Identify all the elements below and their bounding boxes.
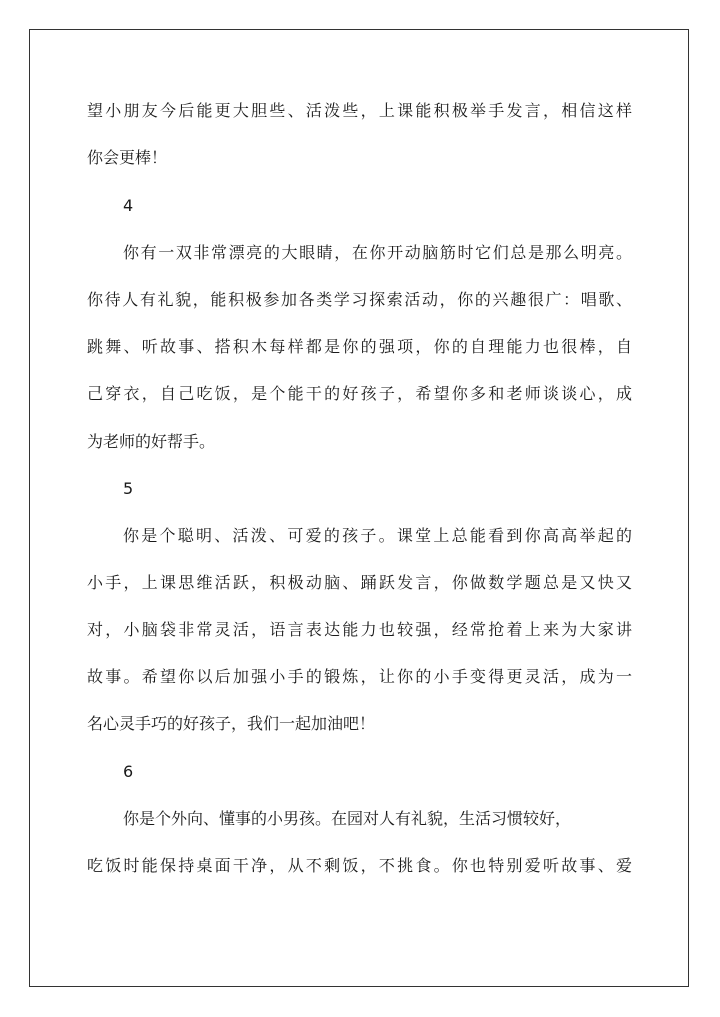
text-line: 故事。希望你以后加强小手的锻炼，让你的小手变得更灵活，成为一 <box>87 667 632 686</box>
text-line: 为老师的好帮手。 <box>87 432 216 451</box>
text-line: 你是个外向、懂事的小男孩。在园对人有礼貌，生活习惯较好， <box>123 809 572 828</box>
text-line: 己穿衣，自己吃饭，是个能干的好孩子，希望你多和老师谈谈心，成 <box>87 384 632 403</box>
item-number: 5 <box>123 479 134 498</box>
item-number: 4 <box>123 196 134 215</box>
text-line: 跳舞、听故事、搭积木每样都是你的强项，你的自理能力也很棒，自 <box>87 337 632 356</box>
page-frame <box>29 29 689 987</box>
text-line: 对，小脑袋非常灵活，语言表达能力也较强，经常抢着上来为大家讲 <box>87 620 632 639</box>
text-line: 小手，上课思维活跃，积极动脑、踊跃发言，你做数学题总是又快又 <box>87 573 632 592</box>
text-line: 你是个聪明、活泼、可爱的孩子。课堂上总能看到你高高举起的 <box>123 526 632 545</box>
text-line: 你待人有礼貌，能积极参加各类学习探索活动，你的兴趣很广：唱歌、 <box>87 290 632 309</box>
item-number: 6 <box>123 762 134 781</box>
text-line: 望小朋友今后能更大胆些、活泼些，上课能积极举手发言，相信这样 <box>87 101 632 120</box>
text-line: 你会更棒！ <box>87 148 168 167</box>
text-line: 名心灵手巧的好孩子，我们一起加油吧！ <box>87 714 376 733</box>
text-line: 吃饭时能保持桌面干净，从不剩饭，不挑食。你也特别爱听故事、爱 <box>87 856 632 875</box>
text-line: 你有一双非常漂亮的大眼睛，在你开动脑筋时它们总是那么明亮。 <box>123 243 632 262</box>
